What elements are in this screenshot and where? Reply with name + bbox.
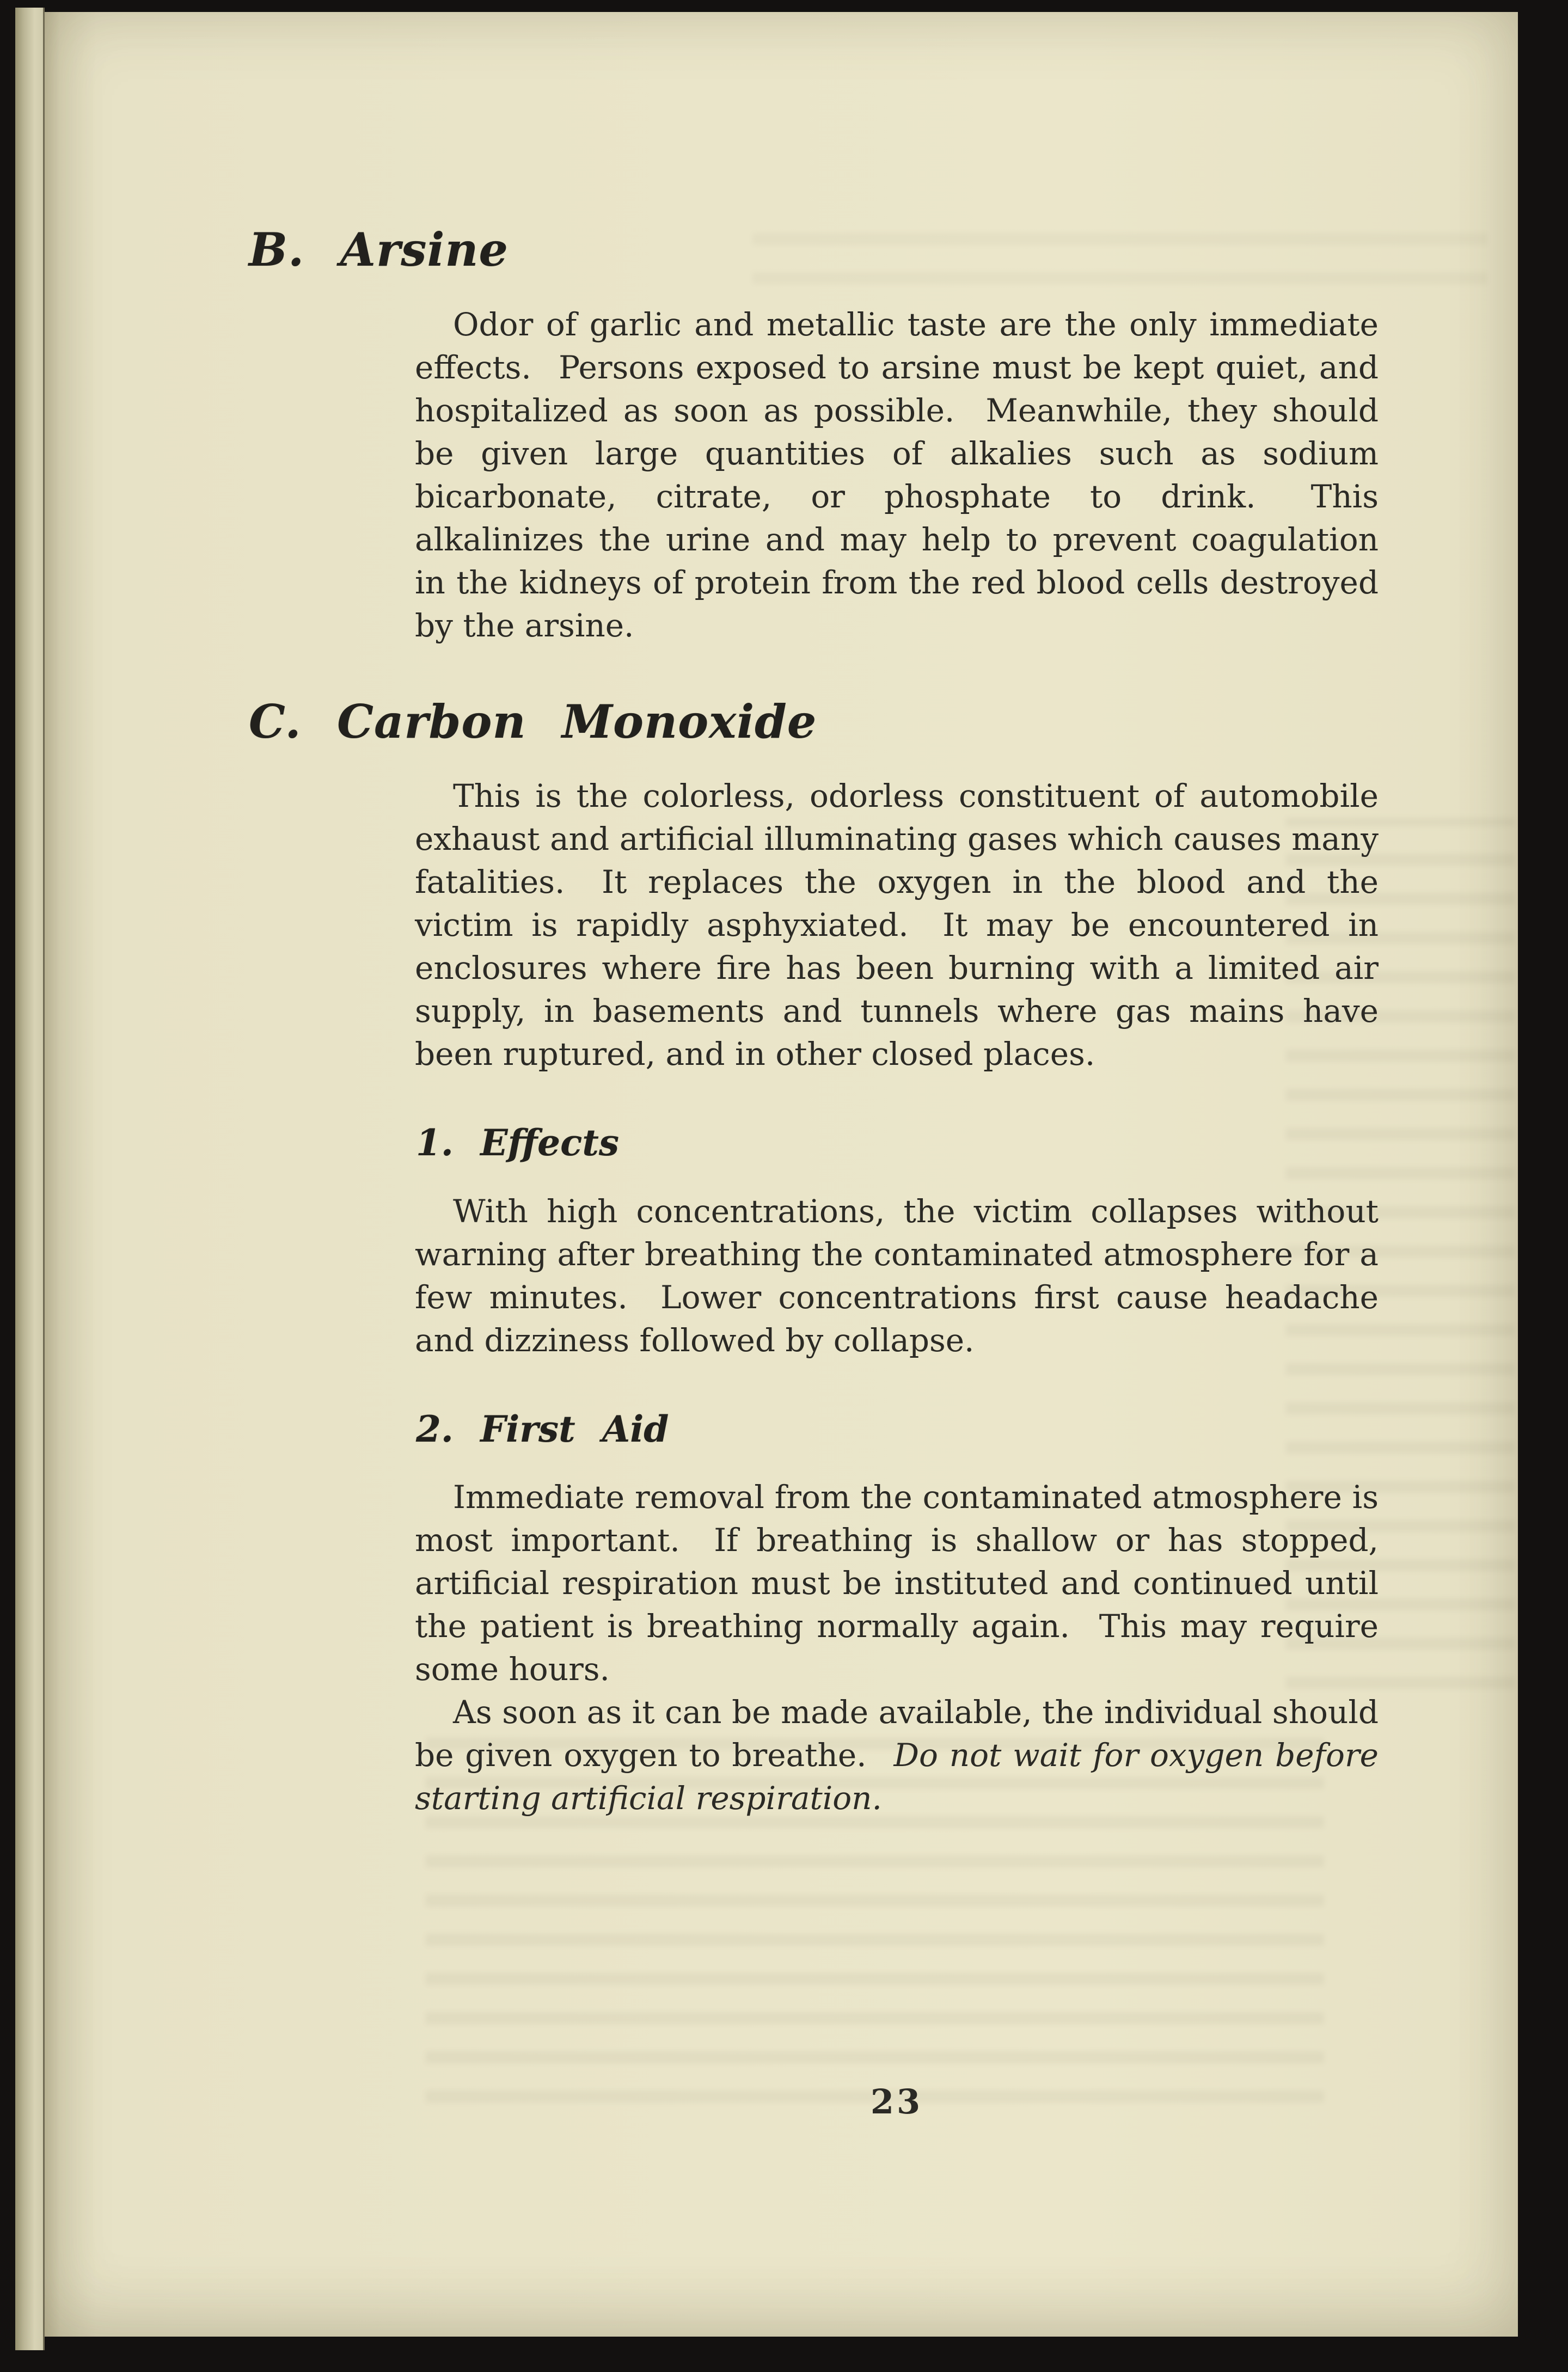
book-page [45, 12, 1518, 2337]
paragraph-carbon-monoxide: This is the colorless, odorless constituent of automobile exhaust and artificial illuminating gases which causes many fatalities. It replaces the oxygen in the blood and the victim is rapidly asphyxiated. It may be encountered in enclosures where fire has been burning with a limited air supply, in basements and tunnels where gas mains have been ruptured, and in other closed places. [415, 777, 1379, 1073]
paragraph-first-aid-2-italic-emphasis: Do not wait for oxygen before starting artificial respiration. [415, 1736, 1379, 1817]
paragraph-first-aid-1: Immediate removal from the contaminated atmosphere is most important. If breathing is shallow or has stopped, artificial respiration must be instituted and continued until the patient is breathing normally again. This may require some hours. [415, 1478, 1379, 1688]
page-content [249, 12, 1379, 1820]
section-heading-carbon-monoxide: C. Carbon Monoxide [249, 694, 817, 749]
section-heading-arsine: B. Arsine [249, 223, 509, 277]
subsection-heading-first-aid: 2. First Aid [416, 1407, 669, 1450]
paragraph-first-aid-2 [415, 1691, 1379, 1820]
paragraph-arsine: Odor of garlic and metallic taste are the only immediate effects. Persons exposed to arsine must be kept quiet, and hospitalized as soon as possible. Meanwhile, they should be given large quantities of alkalies such as sodium bicarbonate, citrate, or phosphate to drink. This alkalinizes the urine and may help to prevent coagulation in the kidneys of protein from the red blood cells destroyed by the arsine. [415, 305, 1379, 644]
paragraph-effects: With high concentrations, the victim collapses without warning after breathing the contaminated atmosphere for a few minutes. Lower concentrations first cause headache and dizziness followed by collapse. [415, 1192, 1379, 1359]
paragraph-first-aid-2-regular: As soon as it can be made available, the individual should be given oxygen to breathe. [415, 1693, 1379, 1774]
subsection-heading-effects: 1. Effects [416, 1121, 619, 1164]
adjacent-page-edge [15, 8, 45, 2350]
page-number: 23 [870, 2082, 923, 2122]
